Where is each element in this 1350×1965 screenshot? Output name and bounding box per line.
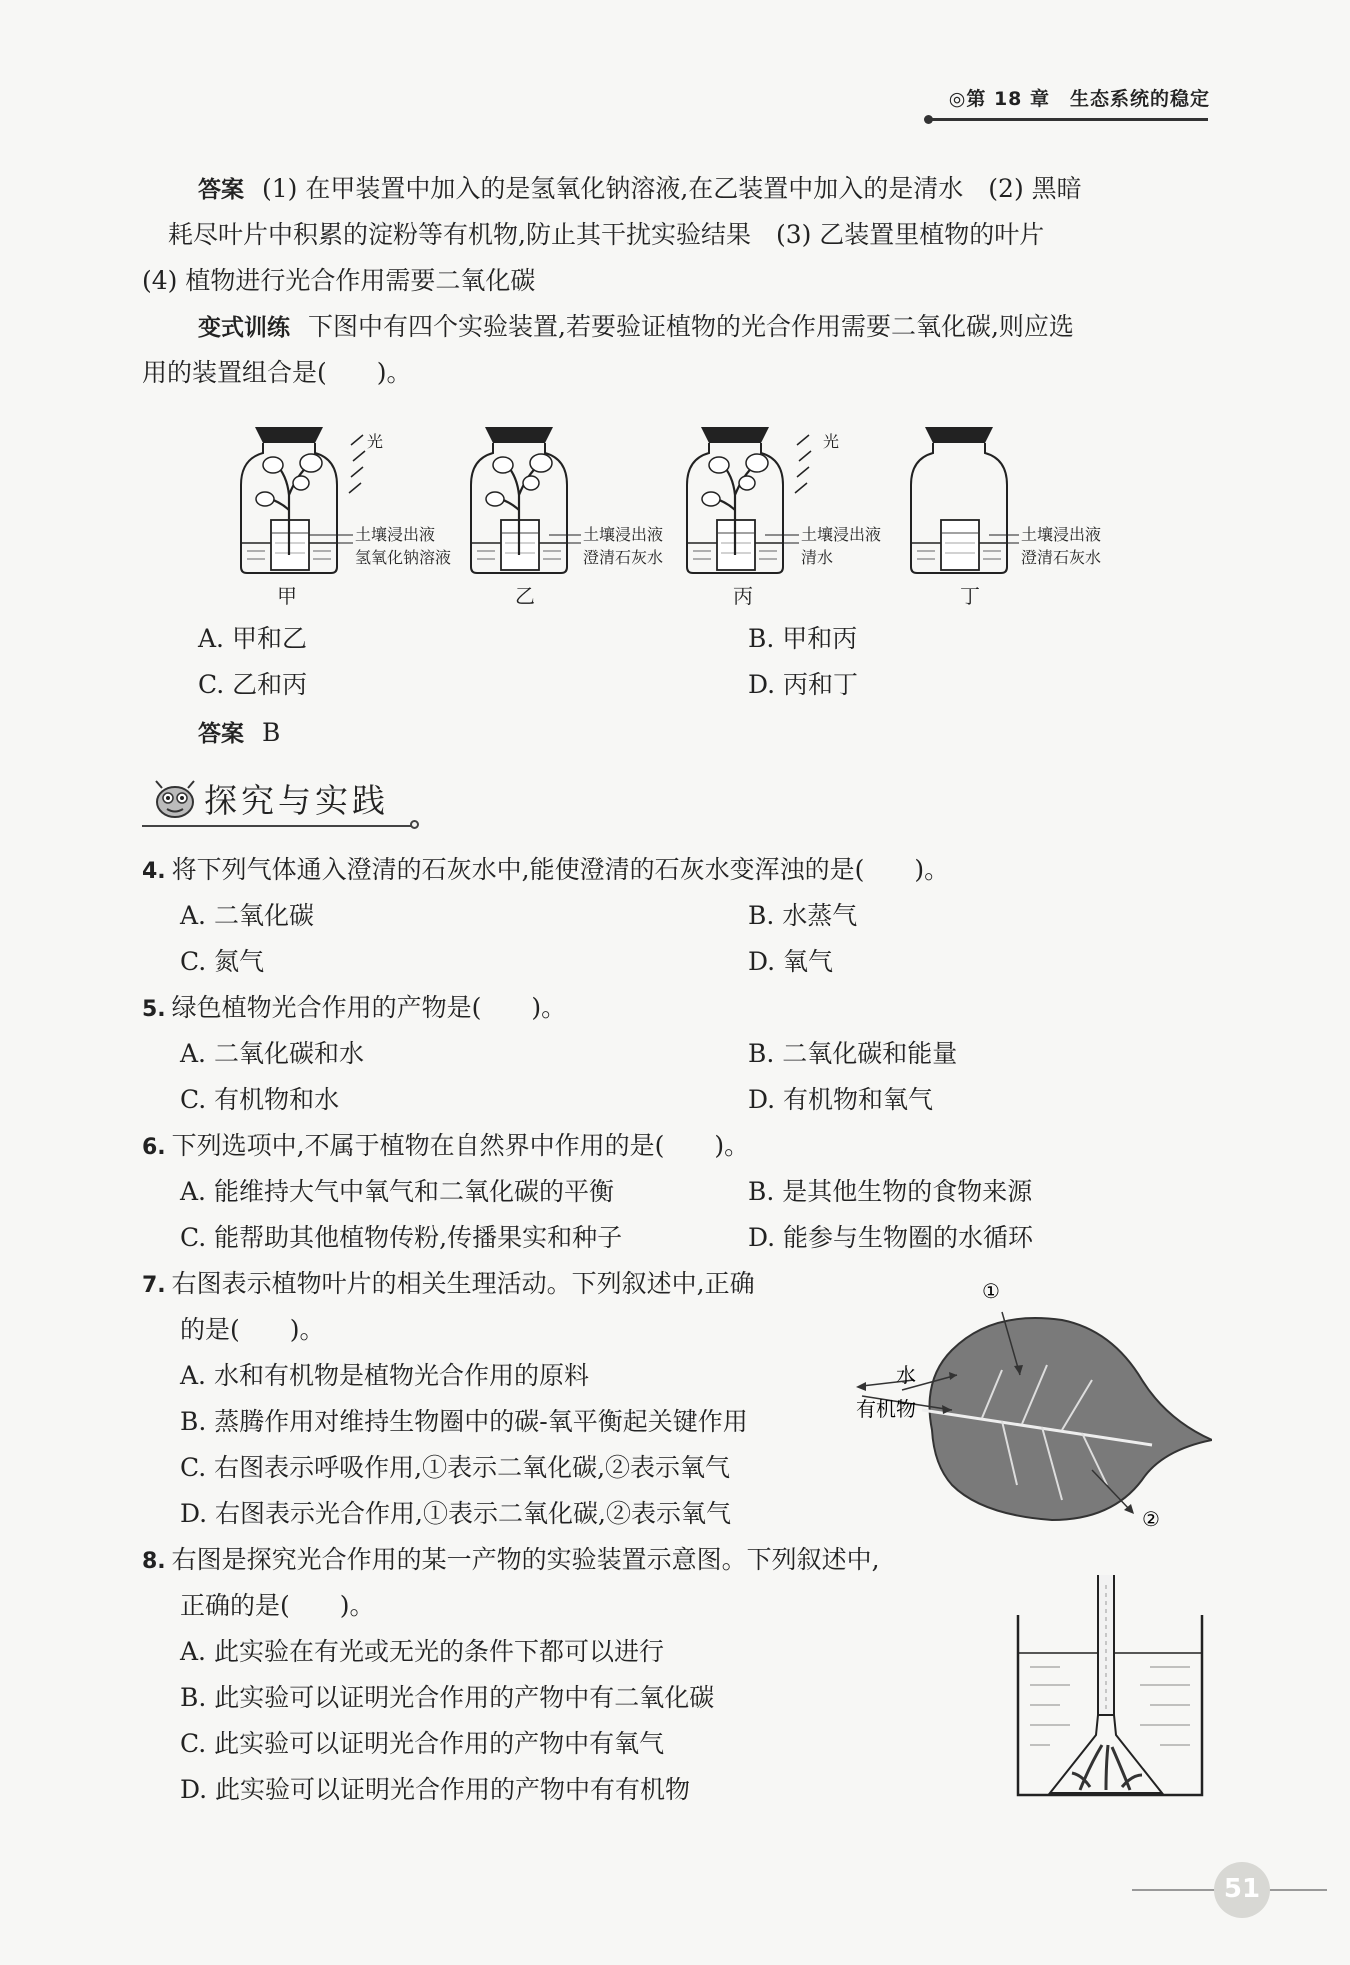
q8-stem-1: 8. 右图是探究光合作用的某一产物的实验装置示意图。下列叙述中, [142, 1545, 880, 1574]
variant-option-d: D. 丙和丁 [748, 670, 859, 699]
q4-option-a: A. 二氧化碳 [180, 901, 314, 930]
jar-ding-name: 丁 [960, 584, 980, 608]
oxygen-experiment-figure [1010, 1575, 1210, 1805]
jar-jia-light: 光 [367, 432, 384, 451]
jar-bing-light: 光 [823, 432, 840, 451]
q7-stem-2: 的是( )。 [180, 1315, 325, 1344]
jar-bing [687, 427, 881, 608]
section-rule [142, 825, 412, 827]
variant-option-a: A. 甲和乙 [198, 624, 307, 653]
jar-jia-top-label: 土壤浸出液 [355, 525, 436, 544]
q5-stem: 5. 绿色植物光合作用的产物是( )。 [142, 993, 567, 1022]
q8-stem-2: 正确的是( )。 [180, 1591, 375, 1620]
q6-option-c: C. 能帮助其他植物传粉,传播果实和种子 [180, 1223, 623, 1252]
q7-option-a: A. 水和有机物是植物光合作用的原料 [180, 1361, 589, 1390]
q7-option-b: B. 蒸腾作用对维持生物圈中的碳-氧平衡起关键作用 [180, 1407, 748, 1436]
jar-bing-name: 丙 [733, 584, 753, 608]
variant-option-b: B. 甲和丙 [748, 624, 858, 653]
q5-option-d: D. 有机物和氧气 [748, 1085, 934, 1114]
q5-option-b: B. 二氧化碳和能量 [748, 1039, 958, 1068]
jar-ding-bottom-label: 澄清石灰水 [1021, 548, 1102, 567]
leaf-organic-label: 有机物 [856, 1397, 916, 1421]
answer-2-label: 答案 [198, 721, 244, 747]
q4-option-c: C. 氮气 [180, 947, 265, 976]
jar-jia-bottom-label: 氢氧化钠溶液 [355, 548, 452, 567]
chapter-header: ◎第 18 章 生态系统的稳定 [948, 88, 1210, 110]
answer-label: 答案 [198, 177, 244, 203]
q5-option-a: A. 二氧化碳和水 [180, 1039, 364, 1068]
answer-line-1: 答案 (1) 在甲装置中加入的是氢氧化钠溶液,在乙装置中加入的是清水 (2) 黑暗 [198, 174, 1082, 203]
q4-stem: 4. 将下列气体通入澄清的石灰水中,能使澄清的石灰水变浑浊的是( )。 [142, 855, 950, 884]
variant-line-2: 用的装置组合是( )。 [142, 358, 412, 387]
answer-2: 答案 B [198, 718, 281, 747]
q5-option-c: C. 有机物和水 [180, 1085, 340, 1114]
q8-option-d: D. 此实验可以证明光合作用的产物中有有机物 [180, 1775, 691, 1804]
q8-option-a: A. 此实验在有光或无光的条件下都可以进行 [180, 1637, 664, 1666]
answer-line-3: (4) 植物进行光合作用需要二氧化碳 [142, 266, 536, 295]
section-rule-end [410, 820, 419, 829]
jar-bing-bottom-label: 清水 [801, 548, 834, 567]
four-jar-figure [225, 415, 1145, 615]
q4-option-d: D. 氧气 [748, 947, 834, 976]
q6-option-a: A. 能维持大气中氧气和二氧化碳的平衡 [180, 1177, 614, 1206]
q8-option-b: B. 此实验可以证明光合作用的产物中有二氧化碳 [180, 1683, 715, 1712]
jar-ding [911, 427, 1101, 608]
section-title: 探究与实践 [204, 781, 389, 820]
q6-option-d: D. 能参与生物圈的水循环 [748, 1223, 1034, 1252]
leaf-water-label: 水 [896, 1363, 916, 1387]
leaf-mark-1: ① [982, 1279, 1000, 1303]
jar-jia [241, 427, 451, 608]
jar-jia-name: 甲 [277, 584, 297, 608]
q7-option-d: D. 右图表示光合作用,①表示二氧化碳,②表示氧气 [180, 1499, 731, 1528]
q7-stem-1: 7. 右图表示植物叶片的相关生理活动。下列叙述中,正确 [142, 1269, 755, 1298]
jar-yi-name: 乙 [515, 584, 535, 608]
q6-stem: 6. 下列选项中,不属于植物在自然界中作用的是( )。 [142, 1131, 750, 1160]
jar-ding-top-label: 土壤浸出液 [1021, 525, 1102, 544]
jar-yi-top-label: 土壤浸出液 [583, 525, 664, 544]
q4-option-b: B. 水蒸气 [748, 901, 858, 930]
jar-yi-bottom-label: 澄清石灰水 [583, 548, 664, 567]
answer-line-2: 耗尽叶片中积累的淀粉等有机物,防止其干扰实验结果 (3) 乙装置里植物的叶片 [168, 220, 1045, 249]
variant-line-1: 变式训练 下图中有四个实验装置,若要验证植物的光合作用需要二氧化碳,则应选 [198, 312, 1074, 341]
mascot-icon [150, 778, 200, 820]
q7-option-c: C. 右图表示呼吸作用,①表示二氧化碳,②表示氧气 [180, 1453, 731, 1482]
jar-bing-top-label: 土壤浸出液 [801, 525, 882, 544]
variant-label: 变式训练 [198, 315, 290, 341]
variant-option-c: C. 乙和丙 [198, 670, 308, 699]
jar-yi [471, 427, 663, 608]
header-rule [930, 118, 1208, 121]
q6-option-b: B. 是其他生物的食物来源 [748, 1177, 1033, 1206]
q8-option-c: C. 此实验可以证明光合作用的产物中有氧气 [180, 1729, 665, 1758]
leaf-figure [852, 1270, 1212, 1540]
page-number: 51 [1223, 1874, 1261, 1904]
leaf-mark-2: ② [1142, 1507, 1160, 1531]
